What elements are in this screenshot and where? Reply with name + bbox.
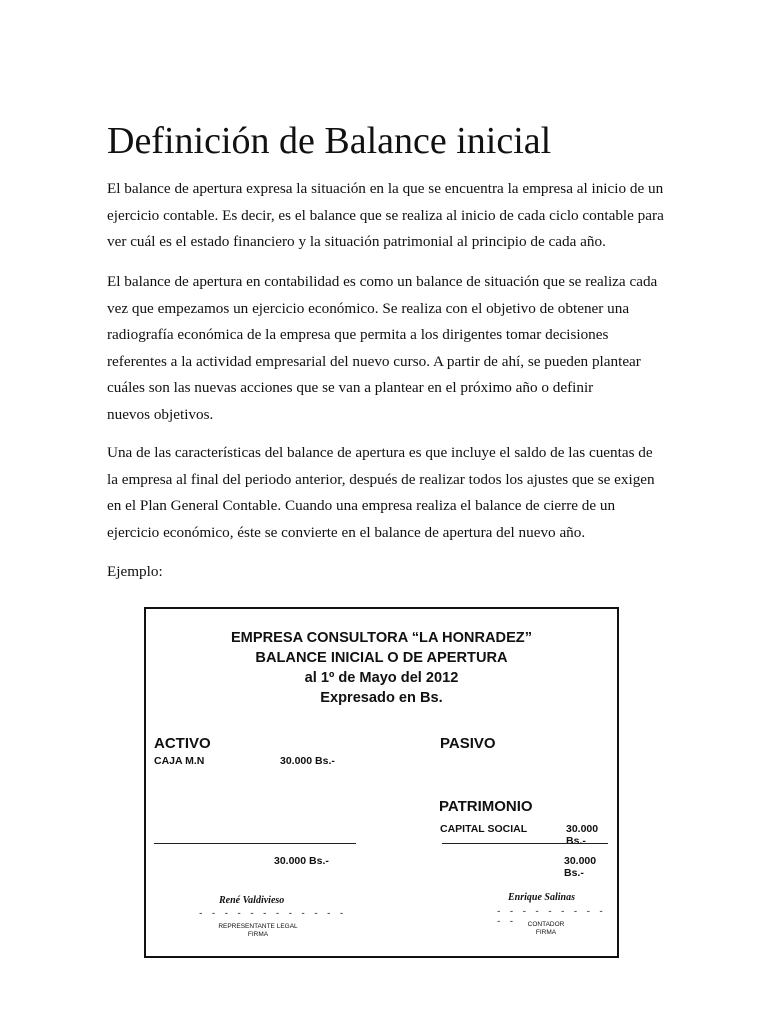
signature-role: REPRESENTANTE LEGAL FIRMA bbox=[218, 923, 298, 938]
paragraph-line: Una de las características del balance de apertura es que incluye el saldo de las cuentas de bbox=[107, 444, 653, 461]
company-name: EMPRESA CONSULTORA “LA HONRADEZ” bbox=[230, 630, 533, 646]
signature-accountant: Enrique Salinas bbox=[508, 892, 575, 903]
page-title: Definición de Balance inicial bbox=[107, 120, 552, 162]
paragraph-line: ejercicio económico, éste se convierte en el balance de apertura del nuevo año. bbox=[107, 523, 586, 541]
balance-currency: Expresado en Bs. bbox=[320, 690, 443, 706]
patrimonio-amount: 30.000 Bs.- bbox=[566, 823, 599, 847]
activo-label: ACTIVO bbox=[154, 735, 211, 752]
paragraph-line: Ejemplo: bbox=[107, 563, 163, 580]
paragraph-line: radiografía económica de la empresa que permita a los dirigentes tomar decisiones bbox=[107, 326, 609, 344]
signature-line: - - - - - - - - - - - bbox=[496, 907, 605, 927]
paragraph-example-label bbox=[107, 559, 667, 586]
paragraph-line: referentes a la actividad empresarial del nuevo curso. A partir de ahí, se pueden plantear bbox=[107, 352, 641, 370]
paragraph-line: vez que empezamos un ejercicio económico. Se realiza con el objetivo de obtener una bbox=[107, 299, 630, 317]
signature-line: - - - - - - - - - - - - bbox=[198, 909, 346, 919]
signature-role: CONTADOR FIRMA bbox=[527, 921, 565, 936]
paragraph-definition bbox=[107, 176, 667, 256]
activo-total-rule bbox=[154, 843, 356, 844]
paragraph-line: en el Plan General Contable. Cuando una empresa realiza el balance de cierre de un bbox=[107, 497, 616, 515]
activo-item: CAJA M.N bbox=[154, 755, 205, 767]
paragraph-line: El balance de apertura en contabilidad es como un balance de situación que se realiza cada bbox=[107, 273, 658, 290]
patrimonio-total-rule bbox=[442, 843, 608, 844]
paragraph-line: nuevos objetivos. bbox=[107, 405, 214, 423]
paragraph-line: la empresa al final del periodo anterior, después de realizar todos los ajustes que se exigen bbox=[107, 470, 655, 488]
balance-type: BALANCE INICIAL O DE APERTURA bbox=[255, 650, 508, 666]
paragraph-line: ver cuál es el estado financiero y la situación patrimonial al principio de cada año. bbox=[107, 233, 606, 251]
paragraph-characteristics bbox=[107, 440, 667, 546]
paragraph-purpose bbox=[107, 269, 667, 429]
activo-total: 30.000 Bs.- bbox=[274, 855, 329, 867]
balance-sheet-example bbox=[144, 607, 619, 958]
balance-date: al 1º de Mayo del 2012 bbox=[304, 670, 459, 686]
pasivo-label: PASIVO bbox=[440, 735, 496, 752]
signature-legal-rep: René Valdivieso bbox=[219, 895, 285, 906]
activo-amount: 30.000 Bs.- bbox=[280, 755, 335, 767]
patrimonio-label: PATRIMONIO bbox=[439, 798, 533, 815]
balance-heading bbox=[146, 628, 617, 708]
patrimonio-item: CAPITAL SOCIAL bbox=[440, 823, 528, 835]
paragraph-line: ejercicio contable. Es decir, es el balance que se realiza al inicio de cada ciclo contable para bbox=[107, 206, 664, 224]
paragraph-line: cuáles son las nuevas acciones que se van a plantear en el próximo año o definir bbox=[107, 379, 594, 397]
paragraph-line: El balance de apertura expresa la situación en la que se encuentra la empresa al inicio de un bbox=[107, 180, 664, 197]
patrimonio-total: 30.000 Bs.- bbox=[564, 855, 597, 879]
